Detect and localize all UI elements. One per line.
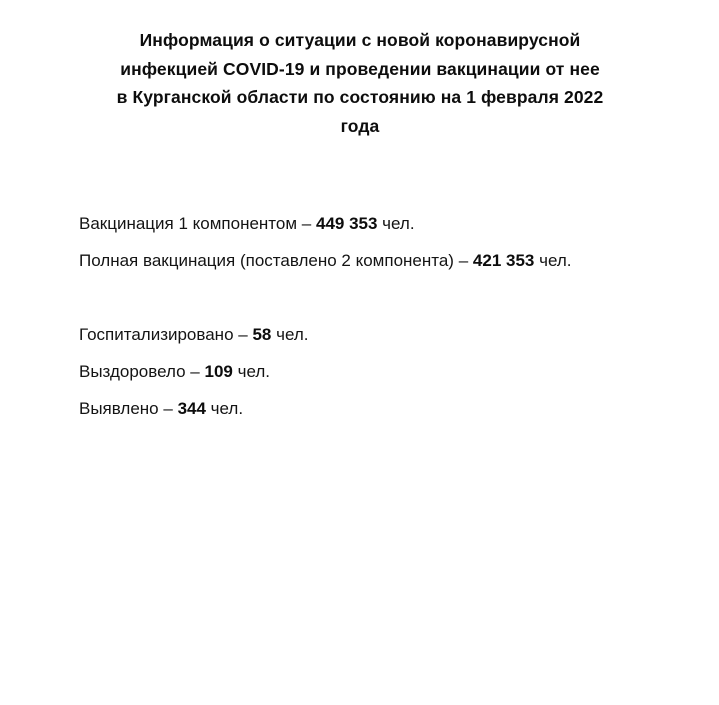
- statistic-detected-line: [79, 390, 641, 427]
- statistic-recovered-dash: –: [190, 362, 200, 381]
- vaccination-single-dose-label: Вакцинация 1 компонентом: [79, 214, 298, 233]
- statistic-hospitalized-line: [79, 316, 641, 353]
- statistic-detected-dash: –: [163, 399, 173, 418]
- vaccination-single-dose-line: [79, 205, 641, 242]
- statistic-detected-value: 344: [177, 399, 206, 418]
- vaccination-single-dose-dash: –: [301, 214, 312, 233]
- paragraph-spacer: [79, 279, 641, 316]
- statistic-hospitalized-unit: чел.: [276, 325, 309, 344]
- statistic-recovered-label: Выздоровело: [79, 362, 186, 381]
- vaccination-full-unit: чел.: [539, 251, 572, 270]
- statistic-detected-unit: чел.: [210, 399, 244, 418]
- page-title-line-4: года: [340, 115, 380, 136]
- page-title-line-3: в Курганской области по состоянию на 1 февраля 2022: [116, 87, 604, 107]
- page-title: [79, 26, 641, 140]
- vaccination-full-line: [79, 242, 641, 279]
- statistic-hospitalized-label: Госпитализировано: [79, 325, 234, 344]
- statistic-hospitalized-dash: –: [238, 325, 248, 344]
- vaccination-single-dose-value: 449 353: [315, 214, 378, 233]
- page-title-line-2: инфекцией COVID-19 и проведении вакцинации от нее: [120, 58, 600, 79]
- statistic-recovered-value: 109: [204, 362, 233, 381]
- statistic-recovered-line: [79, 353, 641, 390]
- vaccination-full-label: Полная вакцинация (поставлено 2 компонента): [79, 251, 454, 270]
- document-body: [79, 205, 641, 427]
- vaccination-full-value: 421 353: [472, 251, 535, 270]
- vaccination-single-dose-unit: чел.: [382, 214, 415, 233]
- statistic-recovered-unit: чел.: [237, 362, 270, 381]
- vaccination-full-dash: –: [458, 251, 469, 270]
- statistic-hospitalized-value: 58: [252, 325, 272, 344]
- page-title-line-1: Информация о ситуации с новой коронавирусной: [139, 30, 581, 50]
- statistic-detected-label: Выявлено: [79, 399, 159, 418]
